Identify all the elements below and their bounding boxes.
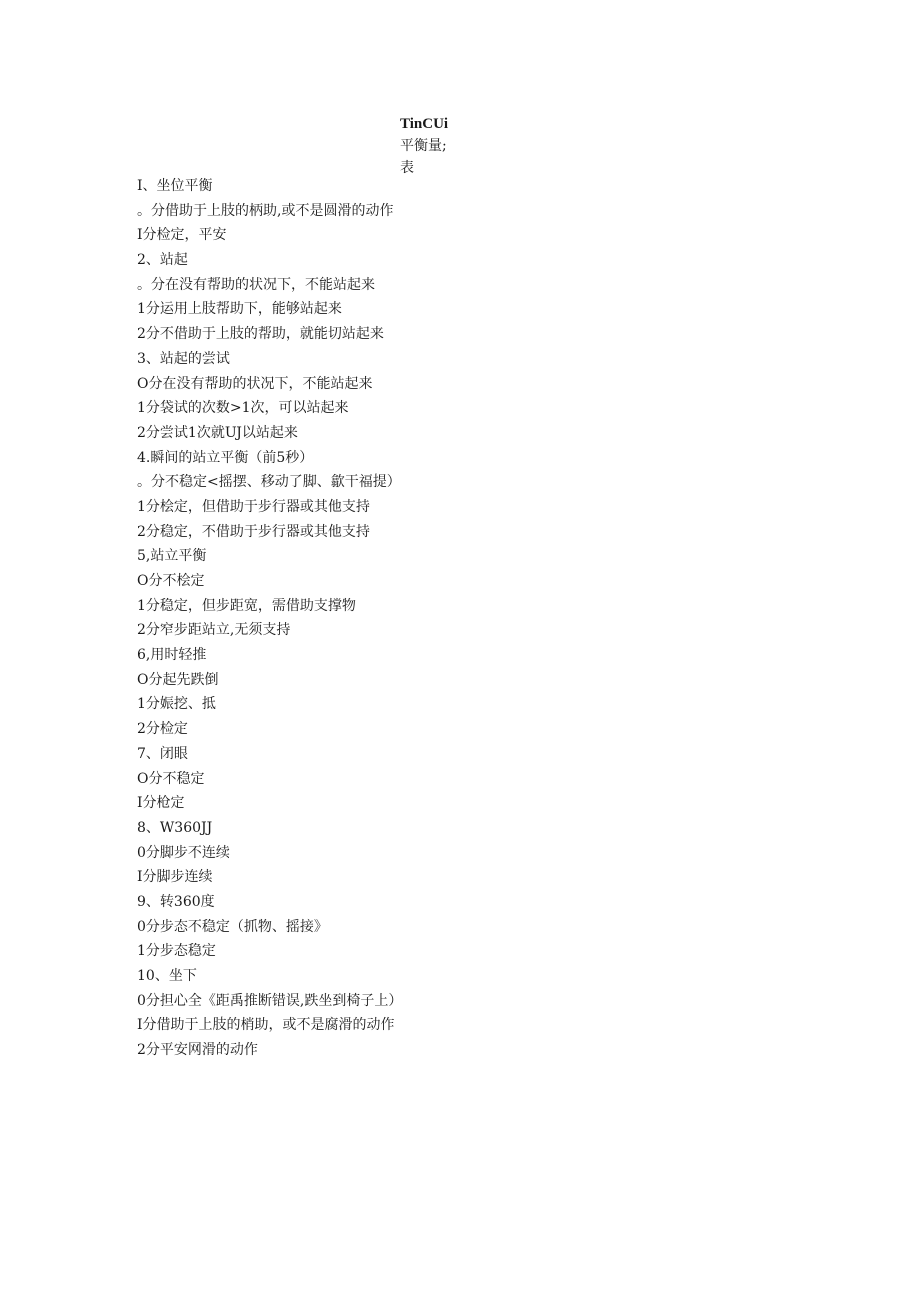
- section-heading: 8、W360JJ: [137, 819, 213, 836]
- score-item: O分起先跌倒: [137, 671, 219, 688]
- section-heading: 3、站起的尝试: [137, 350, 230, 367]
- section-heading: 10、坐下: [137, 968, 197, 984]
- score-item: 2分检定: [137, 721, 188, 738]
- score-item: 2分稳定，不借助于步行器或其他支持: [137, 523, 370, 540]
- section-heading: I、坐位平衡: [137, 178, 213, 194]
- section-heading: 6,用时轻推: [137, 647, 207, 664]
- score-item: 2分平安网滑的动作: [137, 1042, 258, 1059]
- title-chinese-line-1: 平衡量;: [400, 138, 447, 154]
- score-item: I分借助于上肢的梢助，或不是腐滑的动作: [137, 1017, 395, 1034]
- score-item: I分枪定: [137, 795, 185, 812]
- document-title: [400, 113, 540, 179]
- score-item: 0分步态不稳定（抓物、摇接》: [137, 918, 328, 935]
- section-heading: 9、转360度: [137, 893, 215, 910]
- score-item: 1分娠挖、抵: [137, 696, 216, 713]
- score-item: 2分尝试1次就UJ以站起来: [137, 424, 298, 441]
- section-heading: 4.瞬间的站立平衡（前5秒）: [137, 449, 314, 466]
- score-item: O分在没有帮助的状况下，不能站起来: [137, 375, 373, 392]
- score-item: I分脚步连续: [137, 869, 213, 886]
- assessment-list: [137, 174, 737, 1063]
- score-item: 1分稳定，但步距宽，需借助支撑物: [137, 597, 356, 614]
- score-item: 0分脚步不连续: [137, 844, 230, 861]
- score-item: 1分袋试的次数>1次，可以站起来: [137, 400, 349, 417]
- title-english: TinCUi: [400, 116, 449, 132]
- title-chinese-line-2: 表: [400, 160, 414, 176]
- section-heading: 5,站立平衡: [137, 548, 207, 565]
- score-item: I分检定，平安: [137, 227, 227, 244]
- section-heading: 7、闭眼: [137, 745, 188, 762]
- score-item: 2分不借助于上肢的帮助，就能切站起来: [137, 326, 384, 343]
- score-item: 。分在没有帮助的状况下，不能站起来: [137, 276, 375, 293]
- score-item: 1分步态稳定: [137, 943, 216, 960]
- score-item: O分不桧定: [137, 573, 205, 589]
- score-item: 0分担心全《距禹推断错误,跌坐到椅子上）: [137, 992, 403, 1009]
- score-item: 2分窄步距站立,无须支持: [137, 622, 291, 639]
- score-item: 。分不稳定<摇摆、移动了脚、歙干福提）: [137, 474, 401, 491]
- score-item: O分不稳定: [137, 770, 205, 787]
- score-item: 。分借助于上肢的柄助,或不是圆滑的动作: [137, 202, 394, 219]
- section-heading: 2、站起: [137, 252, 188, 269]
- score-item: 1分运用上肢帮助下，能够站起来: [137, 301, 342, 318]
- score-item: 1分桧定，但借助于步行器或其他支持: [137, 498, 370, 515]
